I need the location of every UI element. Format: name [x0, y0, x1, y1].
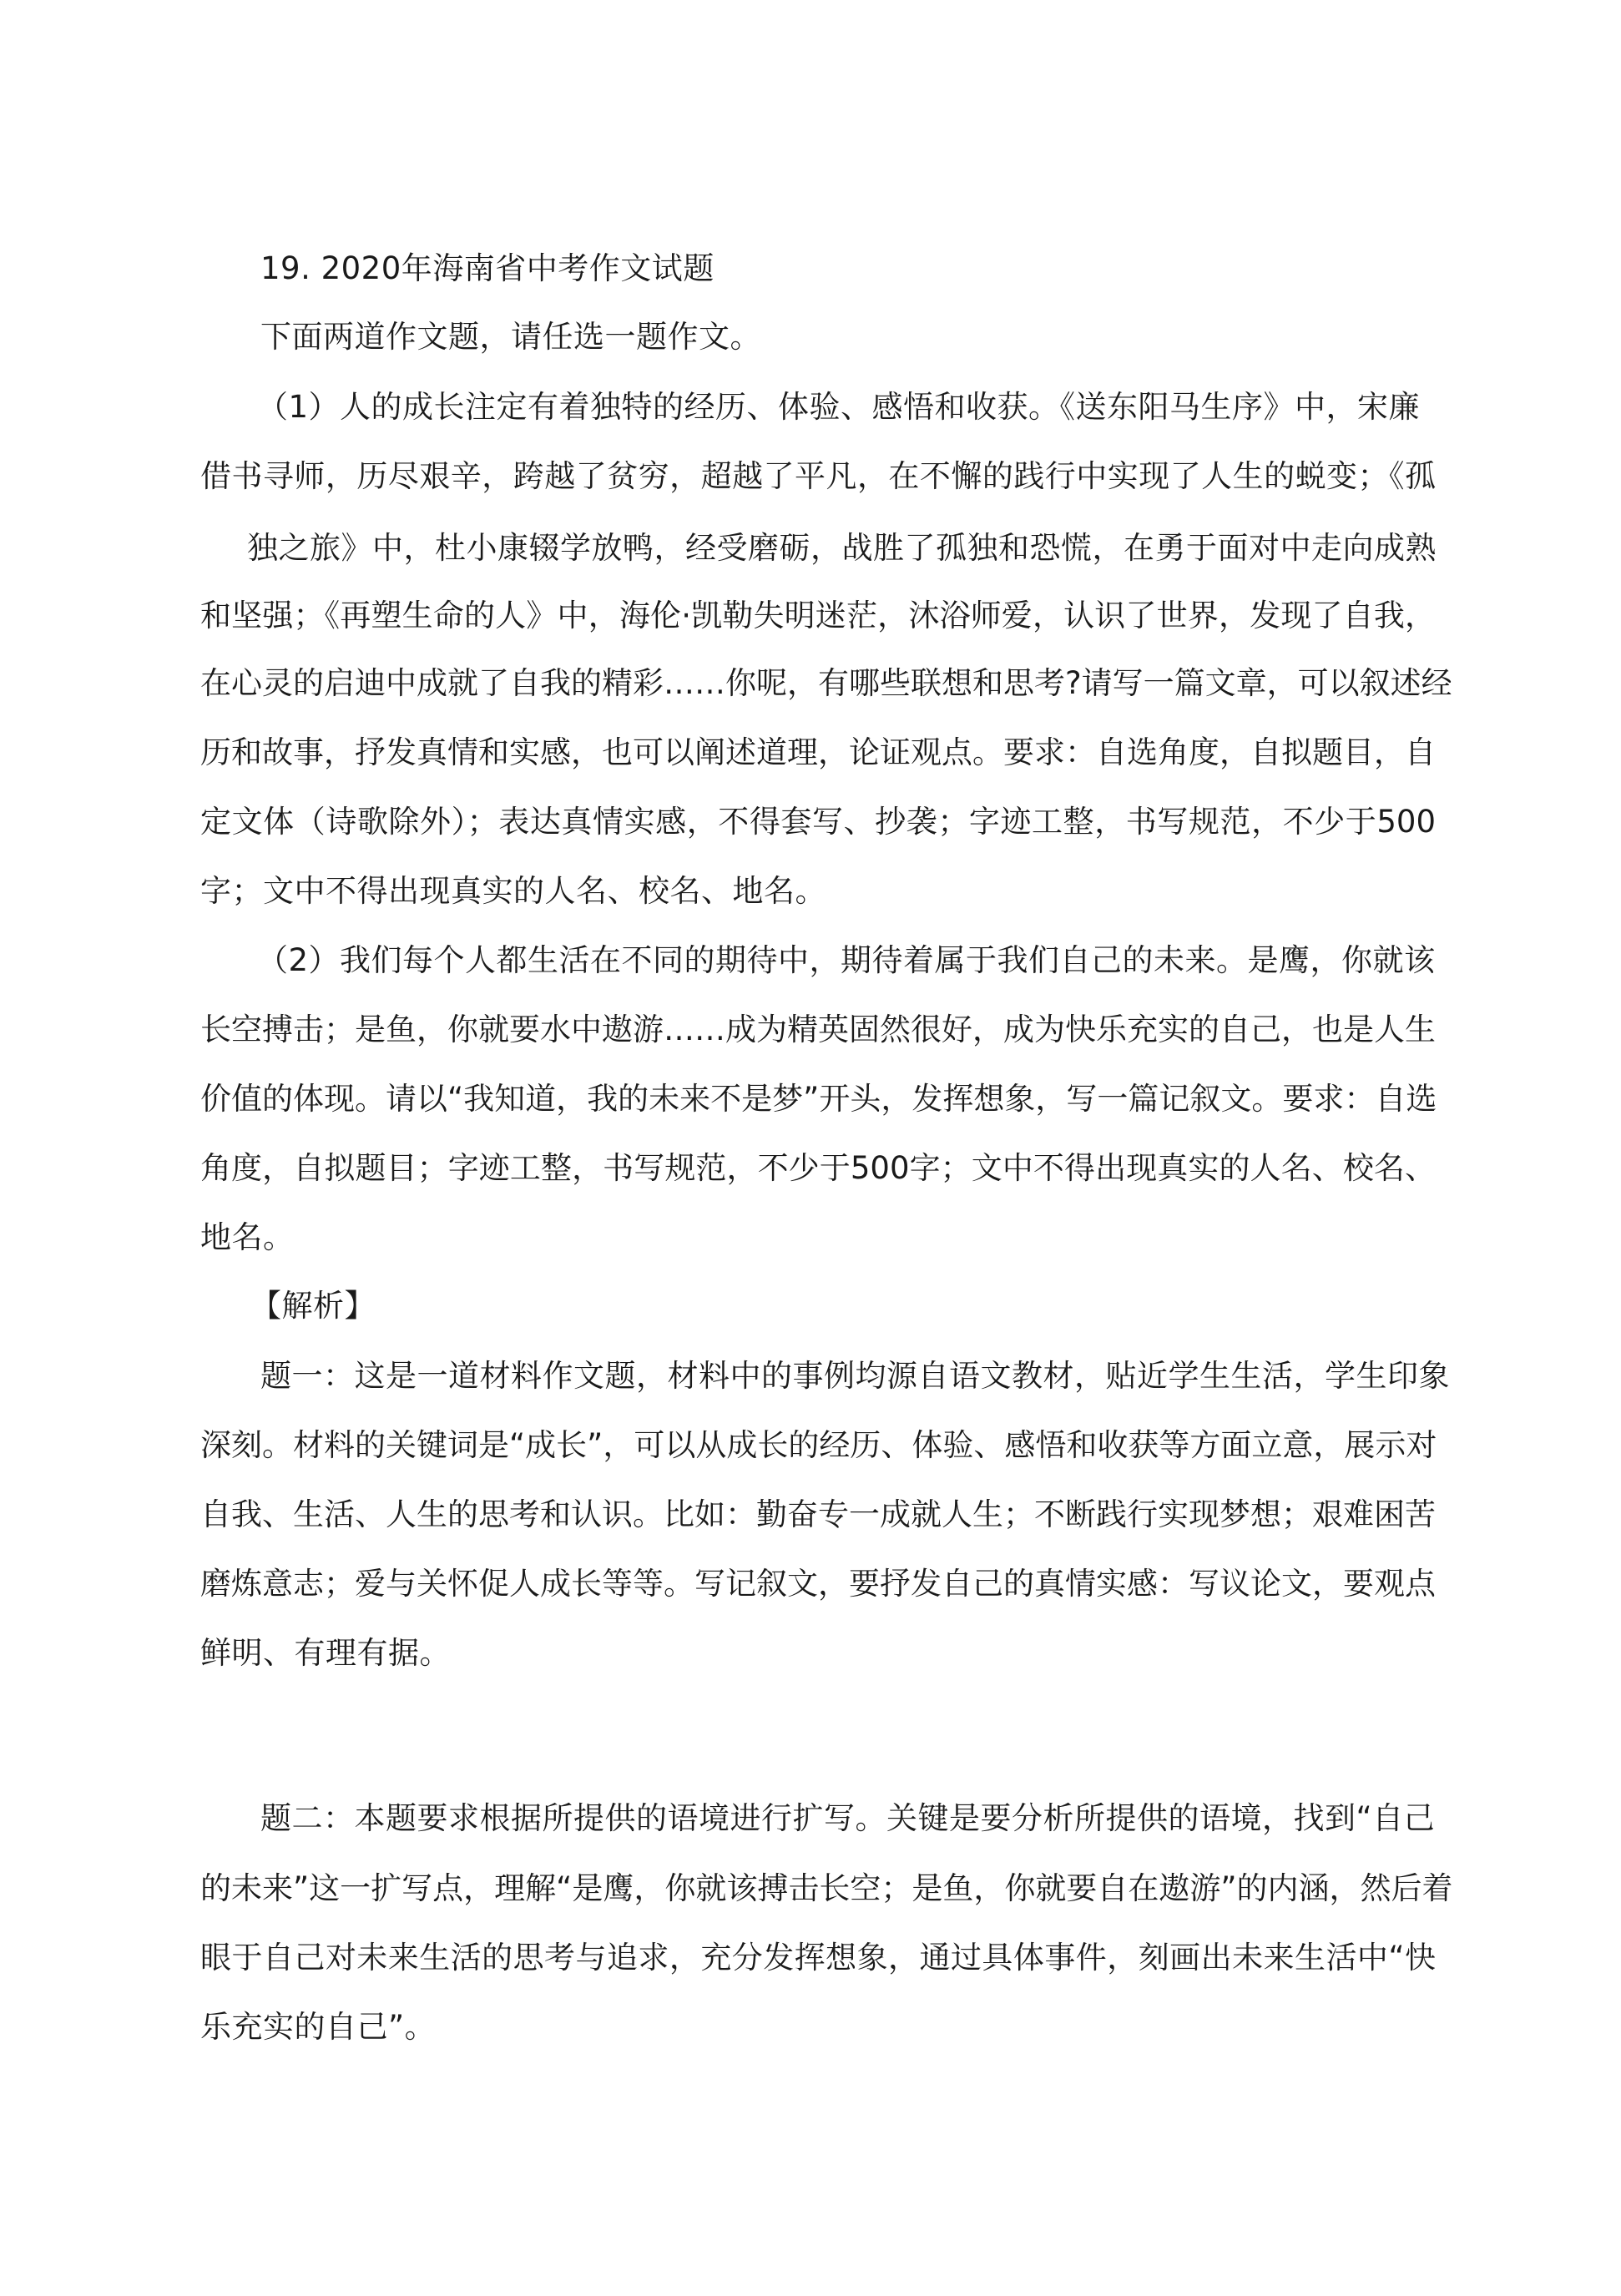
a2-line: 的未来”这一扩写点，理解“是鹰，你就该搏击长空；是鱼，你就要自在遨游”的内涵，然后着 — [200, 1870, 1453, 1906]
q2-line: 角度，自拟题目；字迹工整，书写规范，不少于500字；文中不得出现真实的人名、校名、 — [200, 1150, 1436, 1186]
q1-line: 字；文中不得出现真实的人名、校名、地名。 — [200, 873, 826, 909]
q1-line: 在心灵的启迪中成就了自我的精彩……你呢，有哪些联想和思考?请写一篇文章，可以叙述经 — [200, 665, 1452, 701]
a2-line: 乐充实的自己”。 — [200, 2009, 437, 2045]
a1-line: 自我、生活、人生的思考和认识。比如：勤奋专一成就人生；不断践行实现梦想；艰难困苦 — [200, 1496, 1436, 1532]
q2-line: （2）我们每个人都生活在不同的期待中，期待着属于我们自己的未来。是鹰，你就该 — [257, 942, 1436, 978]
q1-line: （1）人的成长注定有着独特的经历、体验、感悟和收获。《送东阳马生序》中，宋廉 — [257, 389, 1421, 425]
q1-line: 借书寻师，历尽艰辛，跨越了贫穷，超越了平凡，在不懈的践行中实现了人生的蜕变；《孤 — [200, 458, 1436, 494]
intro-text: 下面两道作文题，请任选一题作文。 — [260, 319, 761, 355]
q2-line: 地名。 — [200, 1219, 295, 1255]
a1-line: 磨炼意志；爱与关怀促人成长等等。写记叙文，要抒发自己的真情实感：写议论文，要观点 — [200, 1566, 1436, 1602]
question-title: 19. 2020年海南省中考作文试题 — [260, 250, 715, 286]
q2-line: 价值的体现。请以“我知道，我的未来不是梦”开头，发挥想象，写一篇记叙文。要求：自选 — [200, 1081, 1437, 1117]
q1-line: 和坚强；《再塑生命的人》中，海伦·凯勒失明迷茫，沐浴师爱，认识了世界，发现了自我， — [200, 598, 1436, 633]
q1-line: 历和故事，抒发真情和实感，也可以阐述道理，论证观点。要求：自选角度，自拟题目，自 — [200, 734, 1436, 770]
a1-line: 深刻。材料的关键词是“成长”，可以从成长的经历、体验、感悟和收获等方面立意，展示对 — [200, 1427, 1437, 1463]
q1-line: 独之旅》中，杜小康辍学放鸭，经受磨砺，战胜了孤独和恐慌，在勇于面对中走向成熟 — [247, 530, 1437, 566]
q1-line: 定文体（诗歌除外）；表达真情实感，不得套写、抄袭；字迹工整，书写规范，不少于500 — [200, 804, 1436, 840]
a2-line: 眼于自己对未来生活的思考与追求，充分发挥想象，通过具体事件，刻画出未来生活中“快 — [200, 1940, 1436, 1976]
a1-line: 题一：这是一道材料作文题，材料中的事例均源自语文教材，贴近学生生活，学生印象 — [260, 1358, 1450, 1394]
analysis-label: 【解析】 — [250, 1288, 376, 1324]
a1-line: 鲜明、有理有据。 — [200, 1635, 451, 1671]
q2-line: 长空搏击；是鱼，你就要水中遨游……成为精英固然很好，成为快乐充实的自己，也是人生 — [200, 1012, 1436, 1047]
a2-line: 题二：本题要求根据所提供的语境进行扩写。关键是要分析所提供的语境，找到“自己 — [260, 1800, 1436, 1836]
